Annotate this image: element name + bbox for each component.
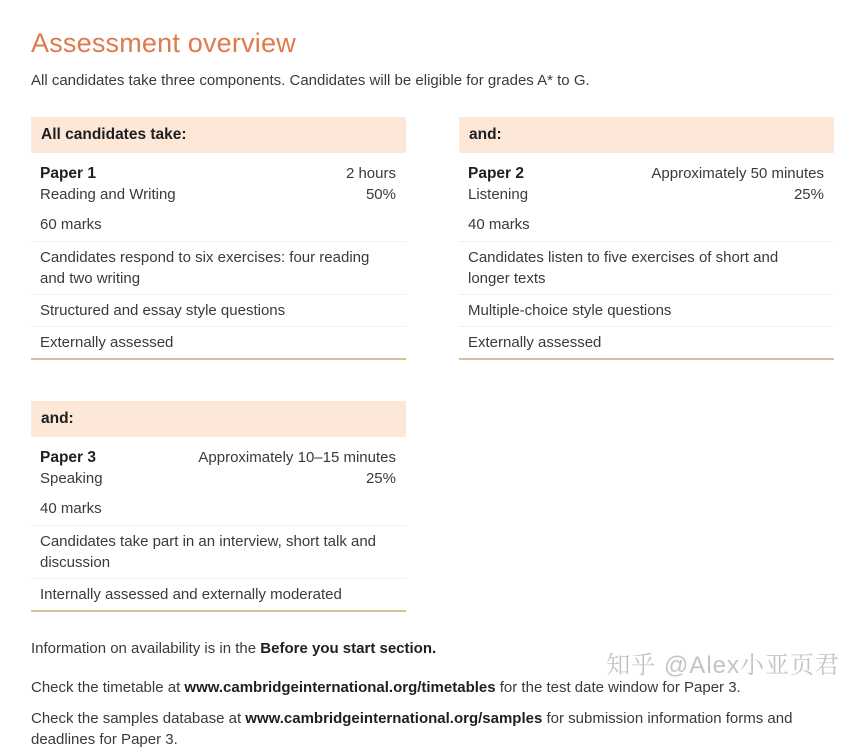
- paper3-duration: Approximately 10–15 minutes: [198, 449, 396, 466]
- paper2-box: [459, 117, 834, 360]
- timetable-note: [31, 677, 834, 698]
- availability-note-text: Information on availability is in the: [31, 640, 261, 657]
- availability-note-bold: Before you start section.: [260, 640, 437, 657]
- paper2-question-style: Multiple-choice style questions: [459, 294, 834, 326]
- paper2-box-header: and:: [459, 117, 834, 153]
- paper1-weighting: 50%: [365, 186, 396, 203]
- paper2-name: Paper 2: [468, 165, 525, 182]
- paper1-duration: 2 hours: [345, 165, 396, 182]
- paper2-subtitle: Listening: [468, 186, 529, 203]
- paper3-name-block: [40, 447, 103, 489]
- paper3-subtitle: Speaking: [40, 470, 103, 487]
- samples-note: [31, 708, 831, 750]
- paper3-description: Candidates take part in an interview, short talk and discussion: [31, 525, 406, 578]
- paper1-marks: 60 marks: [40, 216, 102, 233]
- samples-url: www.cambridgeinternational.org/samples: [245, 710, 543, 727]
- paper1-duration-block: [346, 163, 396, 205]
- paper1-question-style: Structured and essay style questions: [31, 294, 406, 326]
- paper2-marks: 40 marks: [468, 216, 530, 233]
- paper3-title-row: [31, 437, 406, 495]
- paper1-name-block: [40, 163, 176, 205]
- paper2-description: Candidates listen to five exercises of short and longer texts: [459, 241, 834, 294]
- papers-row-1: [31, 117, 834, 360]
- paper1-description: Candidates respond to six exercises: four reading and two writing: [31, 241, 406, 294]
- zhihu-watermark: 知乎 @Alex小亚页君: [606, 652, 840, 679]
- samples-note-pre: Check the samples database at: [31, 710, 246, 727]
- samples-note-post: for submission information forms and deadlines for Paper 3.: [31, 710, 793, 748]
- timetable-note-post: for the test date window for Paper 3.: [495, 679, 741, 696]
- paper3-name: Paper 3: [40, 449, 97, 466]
- paper2-name-block: [468, 163, 528, 205]
- paper2-duration: Approximately 50 minutes: [651, 165, 824, 182]
- paper1-title-row: [31, 153, 406, 211]
- paper1-box: [31, 117, 406, 360]
- paper3-assessment: Internally assessed and externally moderated: [31, 578, 406, 610]
- paper1-box-header: All candidates take:: [31, 117, 406, 153]
- page-title: Assessment overview: [31, 28, 296, 58]
- paper3-box: [31, 401, 406, 612]
- paper3-marks: 40 marks: [40, 500, 102, 517]
- papers-row-2: [31, 401, 834, 612]
- paper2-duration-block: [651, 163, 824, 205]
- timetable-url: www.cambridgeinternational.org/timetables: [184, 679, 496, 696]
- paper1-assessment: Externally assessed: [31, 326, 406, 358]
- paper1-name: Paper 1: [40, 165, 97, 182]
- paper1-subtitle: Reading and Writing: [40, 186, 176, 203]
- intro-text: All candidates take three components. Candidates will be eligible for grades A* to G.: [31, 72, 590, 89]
- paper2-assessment: Externally assessed: [459, 326, 834, 358]
- availability-note: [31, 638, 834, 659]
- paper2-title-row: [459, 153, 834, 211]
- paper3-weighting: 25%: [365, 470, 396, 487]
- paper3-duration-block: [198, 447, 396, 489]
- paper3-box-header: and:: [31, 401, 406, 437]
- timetable-note-pre: Check the timetable at: [31, 679, 185, 696]
- paper2-weighting: 25%: [793, 186, 824, 203]
